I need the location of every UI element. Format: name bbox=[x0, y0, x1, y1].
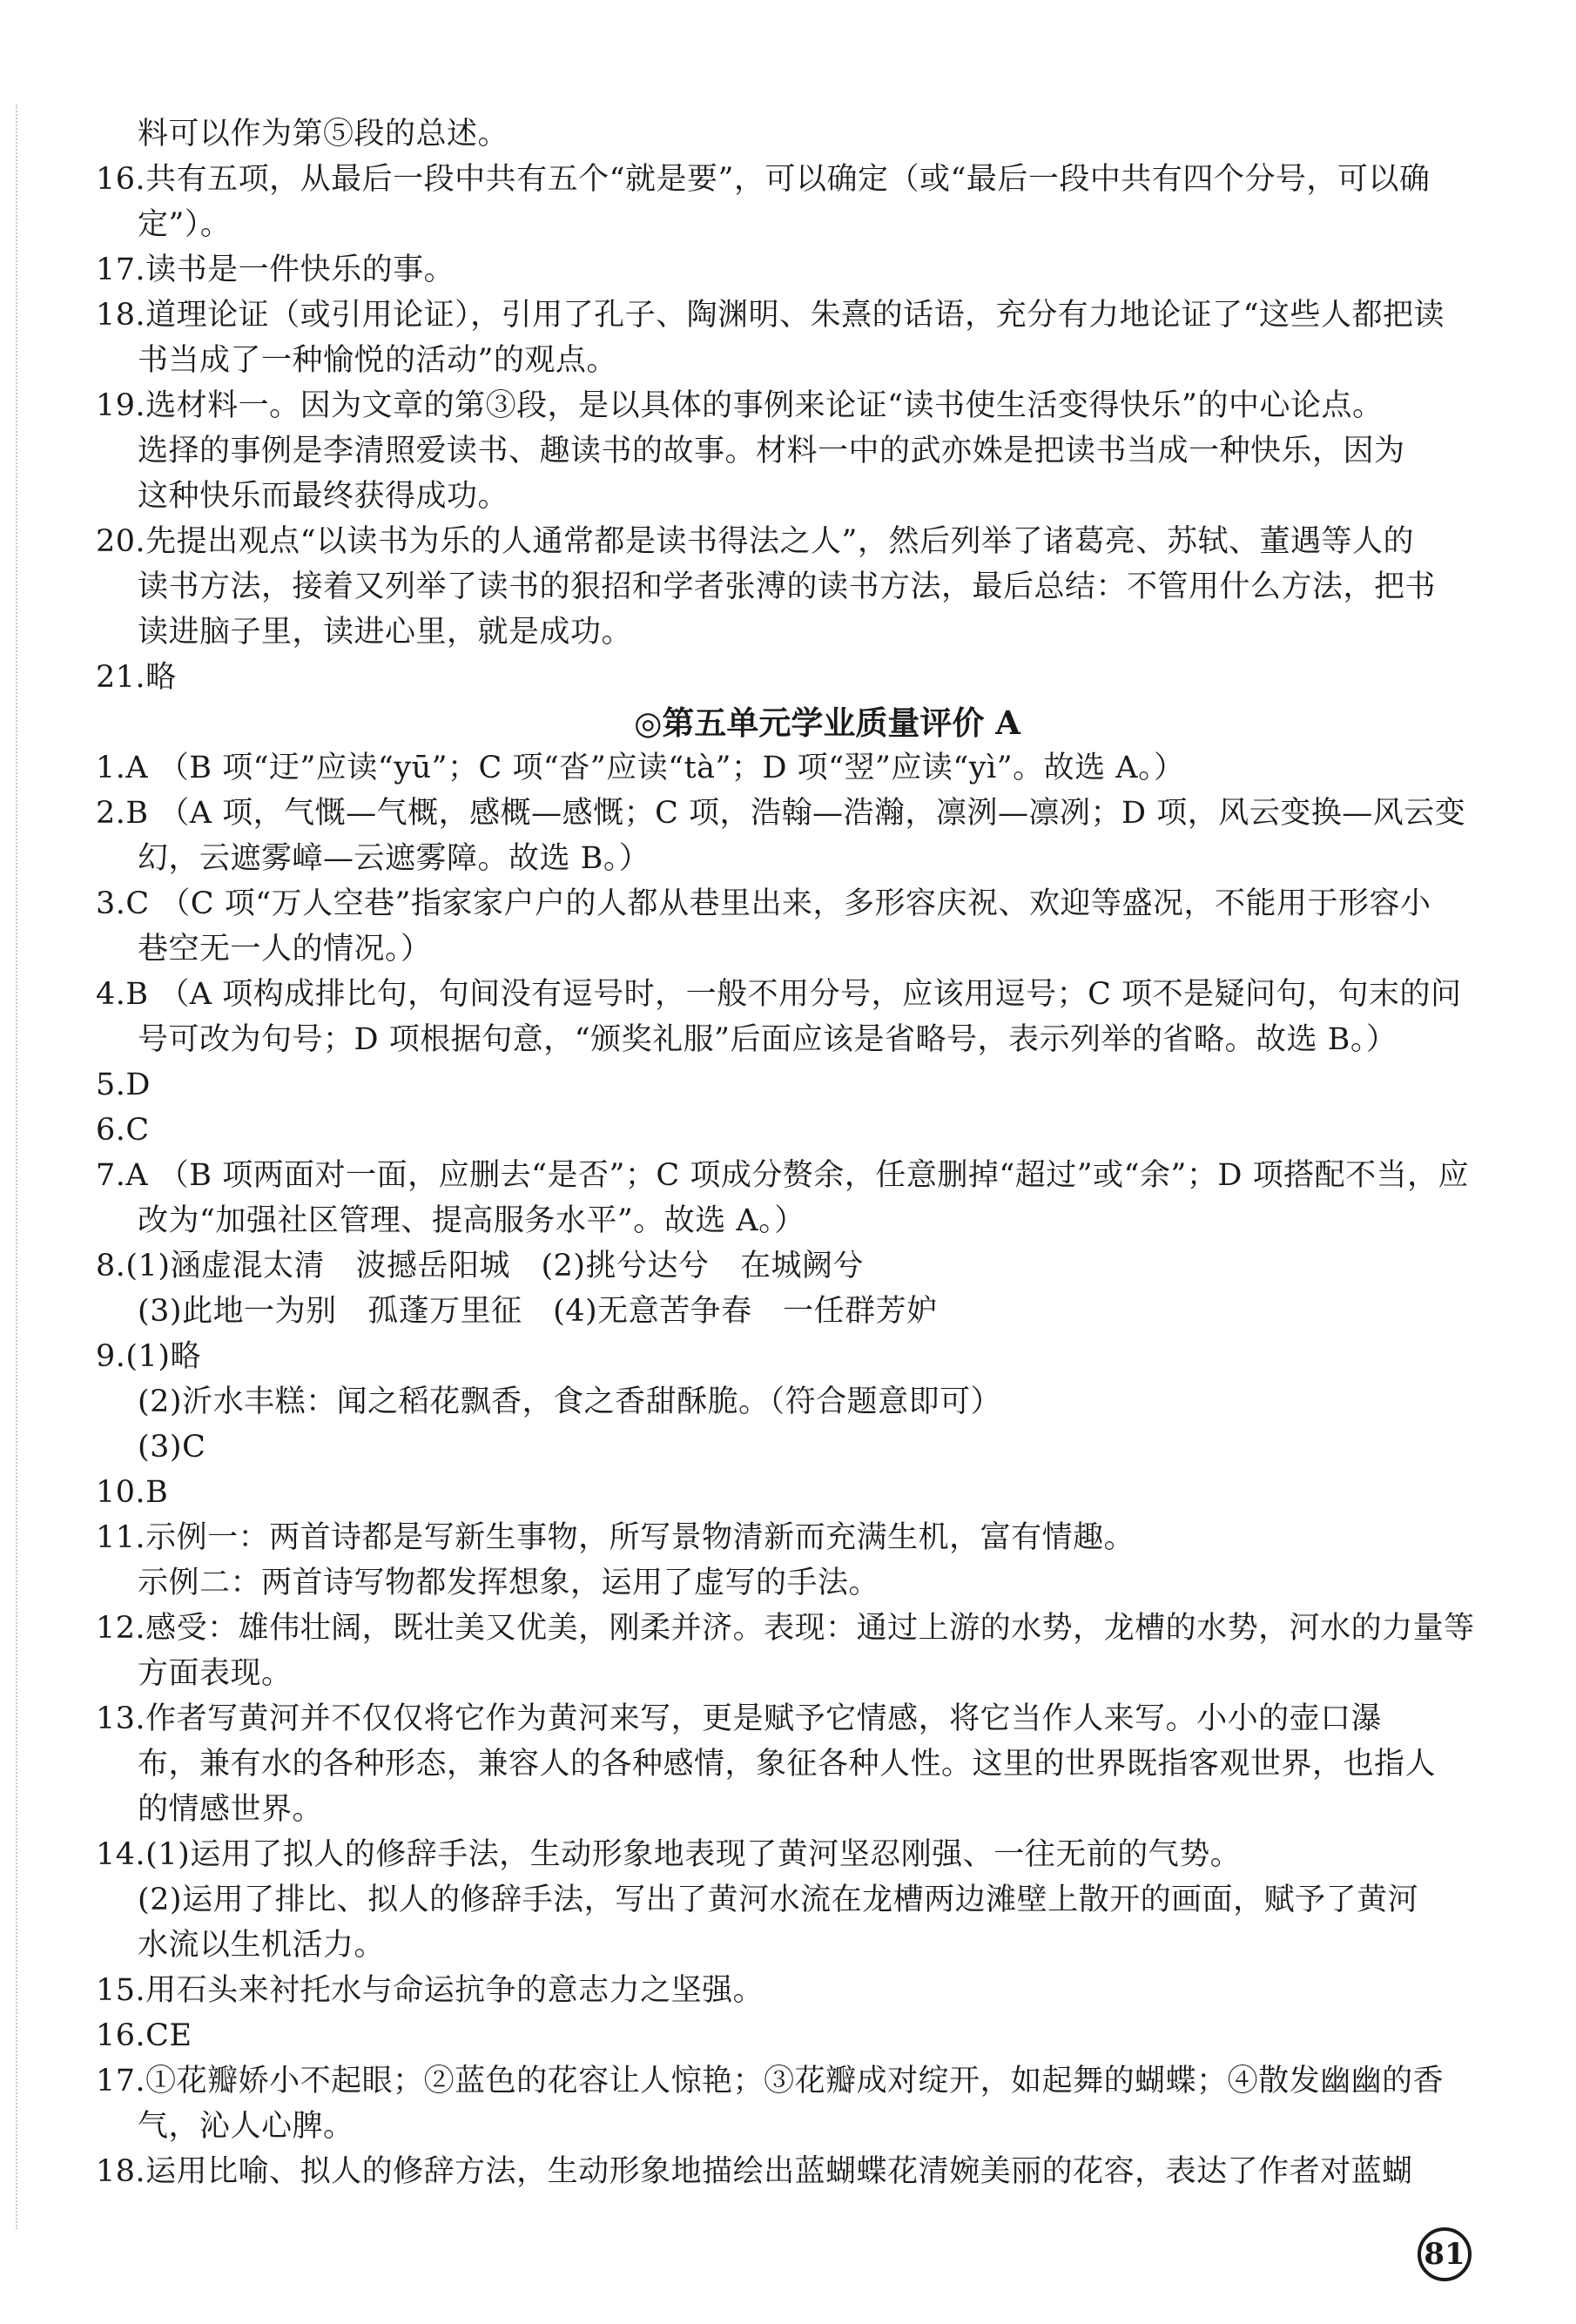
answer-line: 1.A （B 项“迂”应读“yū”；C 项“沓”应读“tà”；D 项“翌”应读“yì”。故选 A。） bbox=[96, 751, 1185, 785]
answer-line: 2.B （A 项，气慨—气概，感概—感慨；C 项，浩翰—浩瀚，凛洌—凛冽；D 项，风云变换—风云变 bbox=[96, 796, 1466, 831]
answer-line: 10.B bbox=[96, 1475, 169, 1510]
answer-line: 11.示例一：两首诗都是写新生事物，所写景物清新而充满生机，富有情趣。 bbox=[96, 1520, 1135, 1555]
answer-line: 8.(1)涵虚混太清 波撼岳阳城 (2)挑兮达兮 在城阙兮 bbox=[96, 1249, 865, 1283]
answer-line: 5.D bbox=[96, 1068, 151, 1102]
answer-line: 书当成了一种愉悦的活动”的观点。 bbox=[138, 343, 617, 378]
section-heading: ◎第五单元学业质量评价 A bbox=[634, 704, 1020, 742]
answer-line: 4.B （A 项构成排比句，句间没有逗号时，一般不用分号，应该用逗号；C 项不是疑问句，句末的问 bbox=[96, 977, 1462, 1012]
answer-line: 选择的事例是李清照爱读书、趣读书的故事。材料一中的武亦姝是把读书当成一种快乐，因为 bbox=[138, 434, 1405, 468]
answer-line: 读进脑子里，读进心里，就是成功。 bbox=[138, 615, 633, 650]
answer-line: 号可改为句号；D 项根据句意，“颁奖礼服”后面应该是省略号，表示列举的省略。故选 B。） bbox=[138, 1022, 1398, 1057]
answer-line: 16.CE bbox=[96, 2018, 192, 2053]
answer-line: 改为“加强社区管理、提高服务水平”。故选 A。） bbox=[138, 1203, 805, 1238]
answer-line: 17.读书是一件快乐的事。 bbox=[96, 253, 455, 287]
answer-line: 7.A （B 项两面对一面，应删去“是否”；C 项成分赘余，任意删掉“超过”或“余”；D 项搭配不当，应 bbox=[96, 1158, 1470, 1193]
answer-line: 17.①花瓣娇小不起眼；②蓝色的花容让人惊艳；③花瓣成对绽开，如起舞的蝴蝶；④散发幽幽的香 bbox=[96, 2064, 1445, 2098]
answer-line: 方面表现。 bbox=[138, 1656, 293, 1691]
answer-line: 定”）。 bbox=[138, 207, 232, 242]
answer-line: 16.共有五项，从最后一段中共有五个“就是要”，可以确定（或“最后一段中共有四个分号，可以确 bbox=[96, 162, 1431, 197]
answer-line: 20.先提出观点“以读书为乐的人通常都是读书得法之人”，然后列举了诸葛亮、苏轼、董遇等人的 bbox=[96, 524, 1414, 559]
answer-line: 3.C （C 项“万人空巷”指家家户户的人都从巷里出来，多形容庆祝、欢迎等盛况，不能用于形容小 bbox=[96, 886, 1431, 921]
answer-line: 水流以生机活力。 bbox=[138, 1928, 386, 1963]
answer-line: (3)C bbox=[138, 1430, 206, 1465]
answer-line: 18.运用比喻、拟人的修辞方法，生动形象地描绘出蓝蝴蝶花清婉美丽的花容，表达了作者对蓝蝴 bbox=[96, 2154, 1413, 2189]
answer-line: (2)运用了排比、拟人的修辞手法，写出了黄河水流在龙槽两边滩壁上散开的画面，赋予了黄河 bbox=[138, 1883, 1419, 1917]
answer-line: 料可以作为第⑤段的总述。 bbox=[138, 117, 509, 152]
answer-line: 14.(1)运用了拟人的修辞手法，生动形象地表现了黄河坚忍刚强、一往无前的气势。 bbox=[96, 1837, 1242, 1872]
answer-line: 气，沁人心脾。 bbox=[138, 2109, 354, 2144]
page-number: 81 bbox=[1418, 2227, 1472, 2281]
answer-key-page bbox=[96, 111, 1489, 2194]
answer-line: 12.感受：雄伟壮阔，既壮美又优美，刚柔并济。表现：通过上游的水势，龙槽的水势，河水的力量等 bbox=[96, 1611, 1475, 1646]
answer-line: 幻，云遮雾嶂—云遮雾障。故选 B。） bbox=[138, 841, 650, 876]
answer-line: 13.作者写黄河并不仅仅将它作为黄河来写，更是赋予它情感，将它当作人来写。小小的壶口瀑 bbox=[96, 1701, 1383, 1736]
answer-line: 布，兼有水的各种形态，兼容人的各种感情，象征各种人性。这里的世界既指客观世界，也指人 bbox=[138, 1747, 1437, 1782]
answer-line: 这种快乐而最终获得成功。 bbox=[138, 479, 509, 514]
answer-line: 15.用石头来衬托水与命运抗争的意志力之坚强。 bbox=[96, 1973, 764, 2008]
answer-line: 19.选材料一。因为文章的第③段，是以具体的事例来论证“读书使生活变得快乐”的中心论点。 bbox=[96, 388, 1384, 423]
answer-line: 21.略 bbox=[96, 660, 177, 695]
answer-line: 9.(1)略 bbox=[96, 1339, 201, 1374]
answer-line: 示例二：两首诗写物都发挥想象，运用了虚写的手法。 bbox=[138, 1566, 880, 1600]
answer-line: 的情感世界。 bbox=[138, 1792, 324, 1827]
answer-line: 读书方法，接着又列举了读书的狠招和学者张溥的读书方法，最后总结：不管用什么方法，把书 bbox=[138, 569, 1437, 604]
answer-line: (2)沂水丰糕：闻之稻花飘香，食之香甜酥脆。（符合题意即可） bbox=[138, 1384, 1002, 1419]
answer-line: 巷空无一人的情况。） bbox=[138, 932, 432, 967]
answer-line: (3)此地一为别 孤蓬万里征 (4)无意苦争春 一任群芳妒 bbox=[138, 1294, 938, 1329]
answer-line: 18.道理论证（或引用论证），引用了孔子、陶渊明、朱熹的话语，充分有力地论证了“这些人都把读 bbox=[96, 298, 1445, 333]
answer-line: 6.C bbox=[96, 1113, 150, 1148]
binding-margin-line bbox=[16, 104, 17, 2229]
